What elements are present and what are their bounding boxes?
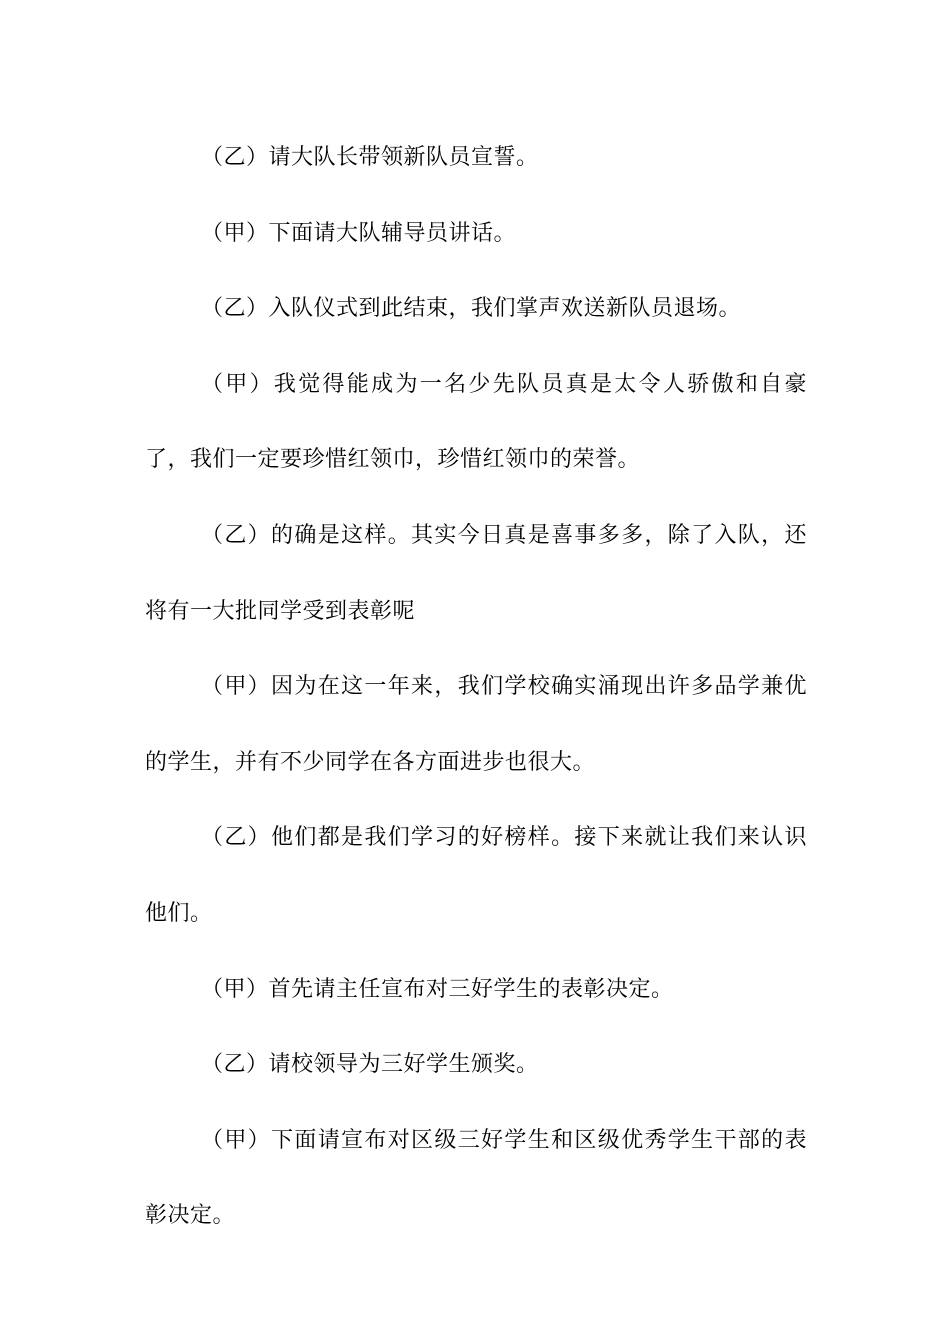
paragraph: （甲）下面请大队辅导员讲话。 [201,220,517,246]
paragraph: （乙）他们都是我们学习的好榜样。接下来就让我们来认识他们。 [145,825,807,926]
paragraph: （乙）入队仪式到此结束，我们掌声欢送新队员退场。 [201,296,742,322]
paragraph: （乙）的确是这样。其实今日真是喜事多多，除了入队，还将有一大批同学受到表彰呢 [145,522,807,624]
paragraph: （乙）请大队长带领新队员宣誓。 [201,145,539,170]
paragraph: （乙）请校领导为三好学生颁奖。 [201,1052,539,1078]
paragraph: （甲）首先请主任宣布对三好学生的表彰决定。 [201,976,674,1002]
document-page [145,120,807,1254]
paragraph: （甲）因为在这一年来，我们学校确实涌现出许多品学兼优的学生，并有不少同学在各方面进步也很大。 [145,674,807,775]
paragraph: （甲）下面请宣布对区级三好学生和区级优秀学生干部的表彰决定。 [145,1127,807,1229]
paragraph: （甲）我觉得能成为一名少先队员真是太令人骄傲和自豪了，我们一定要珍惜红领巾，珍惜红领巾的荣誉。 [145,371,807,473]
